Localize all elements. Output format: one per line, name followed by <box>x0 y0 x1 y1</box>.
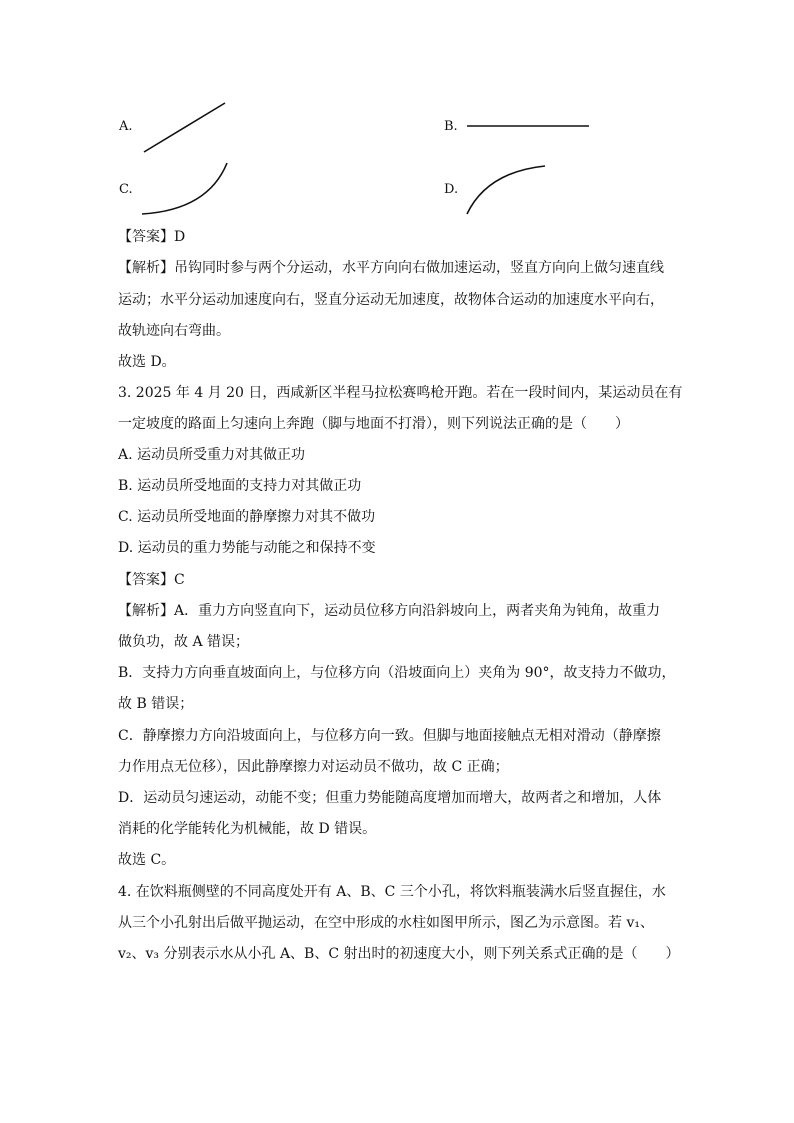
option-b-graph <box>465 120 595 132</box>
q3-analysis-line-4: 故 B 错误； <box>118 696 194 712</box>
option-d-label: D. <box>444 182 459 197</box>
option-d-graph <box>462 162 552 218</box>
q2-analysis-tag: 【解析】 <box>118 260 174 276</box>
q4-stem-line-1: 4. 在饮料瓶侧壁的不同高度处开有 A、B、C 三个小孔，将饮料瓶装满水后竖直握住，水 <box>118 884 666 900</box>
option-a-graph <box>140 100 230 156</box>
q2-analysis-text-1: 吊钩同时参与两个分运动，水平方向向右做加速运动，竖直方向向上做匀速直线 <box>174 260 664 276</box>
q3-option-c: C. 运动员所受地面的静摩擦力对其不做功 <box>118 509 376 525</box>
option-c-curve <box>142 163 227 214</box>
q3-option-d: D. 运动员的重力势能与动能之和保持不变 <box>118 540 376 556</box>
option-d-curve <box>467 166 545 214</box>
option-b-label: B. <box>444 119 458 134</box>
q2-analysis-line-3: 故轨迹向右弯曲。 <box>118 323 230 339</box>
q4-stem-line-3: v₂、v₃ 分别表示水从小孔 A、B、C 射出时的初速度大小，则下列关系式正确的是（ ） <box>118 946 680 962</box>
q2-answer-value: D <box>174 229 186 245</box>
q3-analysis-text-1: A．重力方向竖直向下，运动员位移方向沿斜坡向上，两者夹角为钝角，故重力 <box>174 603 661 619</box>
option-a-label: A. <box>119 119 133 134</box>
option-c-graph <box>138 160 233 220</box>
q3-analysis-line-3: B．支持力方向垂直坡面向上，与位移方向（沿坡面向上）夹角为 90°，故支持力不做功， <box>118 665 676 681</box>
q3-analysis-line-8: 消耗的化学能转化为机械能，故 D 错误。 <box>118 821 377 837</box>
q3-analysis-line-1 <box>118 601 660 621</box>
q3-stem-line-1: 3. 2025 年 4 月 20 日，西咸新区半程马拉松赛鸣枪开跑。若在一段时间内，某运动员在有 <box>118 385 683 401</box>
q3-analysis-line-7: D．运动员匀速运动，动能不变；但重力势能随高度增加而增大，故两者之和增加，人体 <box>118 790 662 806</box>
q2-answer <box>118 227 185 247</box>
q3-analysis-line-6: 力作用点无位移），因此静摩擦力对运动员不做功，故 C 正确； <box>118 759 509 775</box>
q3-option-b: B. 运动员所受地面的支持力对其做正功 <box>118 478 362 494</box>
q2-answer-tag: 【答案】 <box>118 229 174 245</box>
q3-answer-value: C <box>174 572 185 588</box>
q3-option-a: A. 运动员所受重力对其做正功 <box>118 447 306 463</box>
option-c-label: C. <box>119 182 133 197</box>
q3-conclusion: 故选 C。 <box>118 852 176 868</box>
q2-analysis-line-2: 运动；水平分运动加速度向右，竖直分运动无加速度，故物体合运动的加速度水平向右， <box>118 292 664 308</box>
q3-analysis-tag: 【解析】 <box>118 603 174 619</box>
option-a-line <box>144 103 225 152</box>
q3-stem-line-2: 一定坡度的路面上匀速向上奔跑（脚与地面不打滑），则下列说法正确的是（ ） <box>118 416 629 432</box>
q3-answer <box>118 570 185 590</box>
q3-answer-tag: 【答案】 <box>118 572 174 588</box>
q2-conclusion: 故选 D。 <box>118 354 176 370</box>
q4-stem-line-2: 从三个小孔射出后做平抛运动，在空中形成的水柱如图甲所示，图乙为示意图。若 v₁、 <box>118 915 654 931</box>
q2-analysis-line-1 <box>118 258 664 278</box>
q3-analysis-line-2: 做负功，故 A 错误； <box>118 634 250 650</box>
q3-analysis-line-5: C．静摩擦力方向沿坡面向上，与位移方向一致。但脚与地面接触点无相对滑动（静摩擦 <box>118 728 661 744</box>
